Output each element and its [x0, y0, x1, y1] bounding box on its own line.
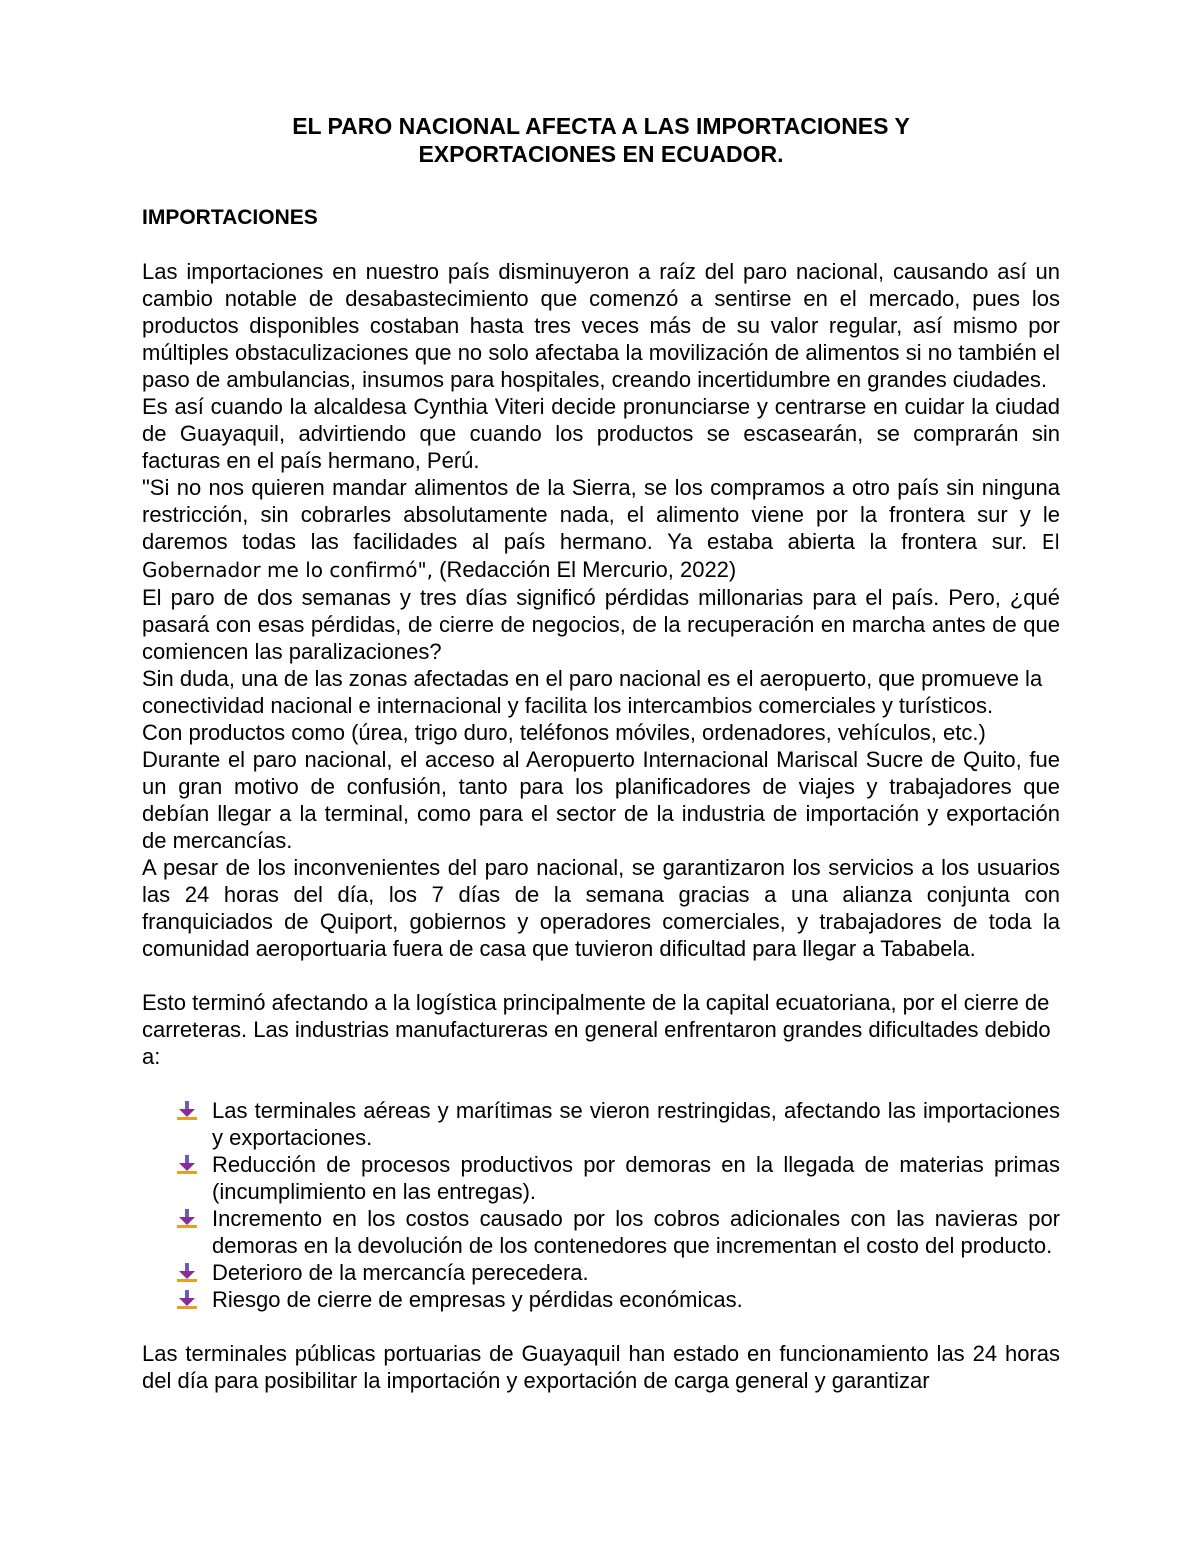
arrow-down-icon: [176, 1289, 198, 1311]
arrow-down-icon: [176, 1100, 198, 1122]
arrow-down-icon: [176, 1208, 198, 1230]
quote-tail: El Gobernador me lo confirmó",: [142, 530, 1060, 582]
bullet-item: [142, 1151, 1060, 1205]
quote-main: "Si no nos quieren mandar alimentos de la Sierra, se los compramos a otro país sin ninguna restricción, sin cobrarles absolutamente nada, el alimento viene por la frontera sur y le daremos todas las facilidades al país hermano. Ya estaba abierta la frontera sur.: [142, 475, 1060, 554]
bullet-text: Deterioro de la mercancía perecedera.: [212, 1260, 589, 1285]
quote-citation: (Redacción El Mercurio, 2022): [433, 557, 737, 582]
bullet-item: [142, 1259, 1060, 1286]
bullet-item: [142, 1097, 1060, 1151]
paragraph: Sin duda, una de las zonas afectadas en el paro nacional es el aeropuerto, que promueve la conectividad nacional e internacional y facilita los intercambios comerciales y turísticos.: [142, 666, 1043, 718]
paragraph: Durante el paro nacional, el acceso al Aeropuerto Internacional Mariscal Sucre de Quito, fue un gran motivo de confusión, tanto para los planificadores de viajes y trabajadores que debían llegar a la terminal, como para el sector de la industria de importación y exportación de mercancías.: [142, 747, 1060, 853]
bullet-text: Las terminales aéreas y marítimas se vieron restringidas, afectando las importaciones y exportaciones.: [212, 1098, 1060, 1150]
section-heading: IMPORTACIONES: [142, 206, 318, 229]
document-page: [142, 112, 1060, 1394]
spacer: [142, 1313, 1060, 1340]
bullet-item: [142, 1205, 1060, 1259]
bullet-item: [142, 1286, 1060, 1313]
paragraph: A pesar de los inconvenientes del paro nacional, se garantizaron los servicios a los usuarios las 24 horas del día, los 7 días de la semana gracias a una alianza conjunta con franquiciados de Quiport, gobiernos y operadores comerciales, y trabajadores de toda la comunidad aeroportuaria fuera de casa que tuvieron dificultad para llegar a Tababela.: [142, 855, 1060, 961]
closing-paragraph: Las terminales públicas portuarias de Guayaquil han estado en funcionamiento las 24 horas del día para posibilitar la importación y exportación de carga general y garantizar: [142, 1341, 1060, 1393]
bullet-text: Reducción de procesos productivos por demoras en la llegada de materias primas (incumplimiento en las entregas).: [212, 1152, 1060, 1204]
arrow-down-icon: [176, 1262, 198, 1284]
arrow-down-icon: [176, 1154, 198, 1176]
bullet-text: Incremento en los costos causado por los cobros adicionales con las navieras por demoras en la devolución de los contenedores que incrementan el costo del producto.: [212, 1206, 1060, 1258]
paragraph: Es así cuando la alcaldesa Cynthia Viteri decide pronunciarse y centrarse en cuidar la ciudad de Guayaquil, advirtiendo que cuando los productos se escasearán, se comprarán sin facturas en el país hermano, Perú.: [142, 394, 1060, 473]
paragraph: El paro de dos semanas y tres días significó pérdidas millonarias para el país. Pero, ¿qué pasará con esas pérdidas, de cierre de negocios, de la recuperación en marcha antes de que comiencen las paralizaciones?: [142, 585, 1060, 664]
document-title: [142, 112, 1060, 168]
title-line-2: EXPORTACIONES EN ECUADOR.: [418, 141, 784, 167]
spacer: [142, 962, 1060, 989]
paragraph: Las importaciones en nuestro país disminuyeron a raíz del paro nacional, causando así un cambio notable de desabastecimiento que comenzó a sentirse en el mercado, pues los productos disponibles costaban hasta tres veces más de su valor regular, así mismo por múltiples obstaculizaciones que no solo afectaba la movilización de alimentos si no también el paso de ambulancias, insumos para hospitales, creando incertidumbre en grandes ciudades.: [142, 259, 1060, 392]
logistics-paragraph: Esto terminó afectando a la logística principalmente de la capital ecuatoriana, por el cierre de carreteras. Las industrias manufactureras en general enfrentaron grandes dificultades debido a:: [142, 990, 1051, 1069]
paragraph: Con productos como (úrea, trigo duro, teléfonos móviles, ordenadores, vehículos, etc.): [142, 720, 986, 745]
bullet-text: Riesgo de cierre de empresas y pérdidas económicas.: [212, 1287, 743, 1312]
quote-paragraph: [142, 474, 1060, 584]
spacer: [142, 1070, 1060, 1097]
title-line-1: EL PARO NACIONAL AFECTA A LAS IMPORTACIONES Y: [292, 113, 910, 139]
bullet-list: [142, 1097, 1060, 1313]
